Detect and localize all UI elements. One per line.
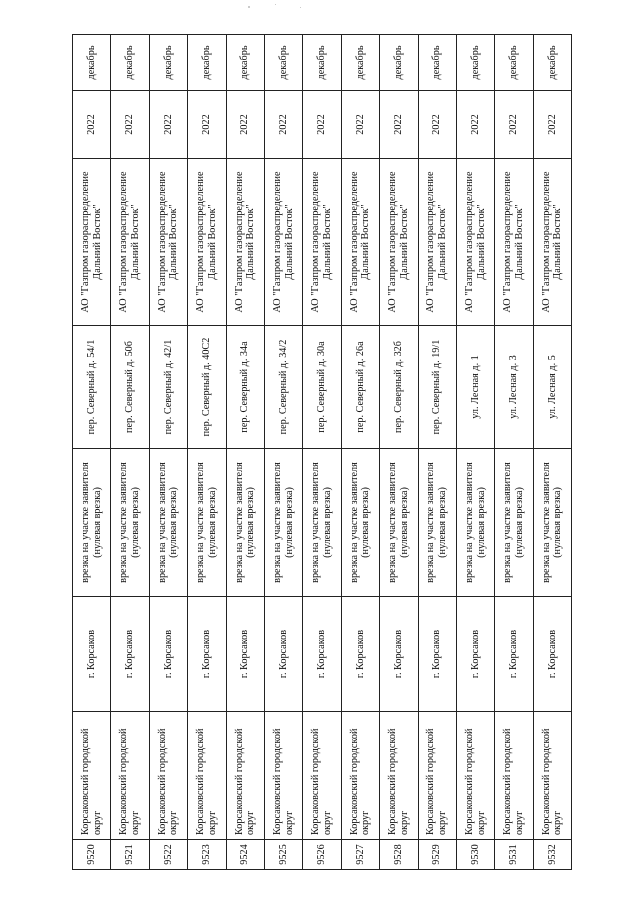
- year-cell: 2022: [226, 91, 264, 159]
- year-cell: 2022: [533, 91, 571, 159]
- organization-cell: АО "Газпром газораспределение Дальний Восток": [264, 159, 302, 326]
- work-type-cell: врезка на участке заявителя (нулевая врезка): [533, 449, 571, 597]
- table-row: [380, 35, 418, 870]
- organization-cell: АО "Газпром газораспределение Дальний Восток": [456, 159, 494, 326]
- month-cell: декабрь: [380, 35, 418, 91]
- row-number: 9525: [264, 840, 302, 870]
- table-row: [188, 35, 226, 870]
- work-type-cell: врезка на участке заявителя (нулевая врезка): [226, 449, 264, 597]
- work-type-cell: врезка на участке заявителя (нулевая врезка): [456, 449, 494, 597]
- table-row: [264, 35, 302, 870]
- address-cell: пер. Северный д. 34а: [226, 326, 264, 449]
- settlement-cell: г. Корсаков: [456, 597, 494, 712]
- address-cell: пер. Северный д. 32б: [380, 326, 418, 449]
- address-cell: ул. Лесная д. 1: [456, 326, 494, 449]
- municipality-cell: Корсаковский городской округ: [495, 712, 533, 840]
- organization-cell: АО "Газпром газораспределение Дальний Восток": [533, 159, 571, 326]
- municipality-cell: Корсаковский городской округ: [226, 712, 264, 840]
- settlement-cell: г. Корсаков: [495, 597, 533, 712]
- year-cell: 2022: [418, 91, 456, 159]
- row-number: 9529: [418, 840, 456, 870]
- row-number: 9522: [149, 840, 187, 870]
- row-number: 9528: [380, 840, 418, 870]
- month-cell: декабрь: [264, 35, 302, 91]
- organization-cell: АО "Газпром газораспределение Дальний Восток": [73, 159, 111, 326]
- table-row: [533, 35, 571, 870]
- year-cell: 2022: [495, 91, 533, 159]
- municipality-cell: Корсаковский городской округ: [533, 712, 571, 840]
- municipality-cell: Корсаковский городской округ: [73, 712, 111, 840]
- settlement-cell: г. Корсаков: [533, 597, 571, 712]
- work-type-cell: врезка на участке заявителя (нулевая врезка): [495, 449, 533, 597]
- table-row: [418, 35, 456, 870]
- month-cell: декабрь: [456, 35, 494, 91]
- year-cell: 2022: [111, 91, 149, 159]
- address-cell: пер. Северный д. 50б: [111, 326, 149, 449]
- settlement-cell: г. Корсаков: [418, 597, 456, 712]
- settlement-cell: г. Корсаков: [341, 597, 379, 712]
- organization-cell: АО "Газпром газораспределение Дальний Восток": [341, 159, 379, 326]
- row-number: 9531: [495, 840, 533, 870]
- organization-cell: АО "Газпром газораспределение Дальний Восток": [418, 159, 456, 326]
- year-cell: 2022: [264, 91, 302, 159]
- municipality-cell: Корсаковский городской округ: [149, 712, 187, 840]
- table-row: [111, 35, 149, 870]
- organization-cell: АО "Газпром газораспределение Дальний Восток": [380, 159, 418, 326]
- settlement-cell: г. Корсаков: [149, 597, 187, 712]
- work-type-cell: врезка на участке заявителя (нулевая врезка): [188, 449, 226, 597]
- year-cell: 2022: [303, 91, 341, 159]
- row-number: 9524: [226, 840, 264, 870]
- row-number: 9523: [188, 840, 226, 870]
- settlement-cell: г. Корсаков: [303, 597, 341, 712]
- year-cell: 2022: [380, 91, 418, 159]
- address-cell: ул. Лесная д. 5: [533, 326, 571, 449]
- organization-cell: АО "Газпром газораспределение Дальний Восток": [188, 159, 226, 326]
- work-type-cell: врезка на участке заявителя (нулевая врезка): [418, 449, 456, 597]
- month-cell: декабрь: [149, 35, 187, 91]
- table-row: [303, 35, 341, 870]
- month-cell: декабрь: [111, 35, 149, 91]
- table-row: [226, 35, 264, 870]
- address-cell: пер. Северный д. 30а: [303, 326, 341, 449]
- settlement-cell: г. Корсаков: [226, 597, 264, 712]
- municipality-cell: Корсаковский городской округ: [456, 712, 494, 840]
- municipality-cell: Корсаковский городской округ: [418, 712, 456, 840]
- municipality-cell: Корсаковский городской округ: [303, 712, 341, 840]
- municipality-cell: Корсаковский городской округ: [341, 712, 379, 840]
- address-cell: ул. Лесная д. 3: [495, 326, 533, 449]
- organization-cell: АО "Газпром газораспределение Дальний Восток": [495, 159, 533, 326]
- row-number: 9530: [456, 840, 494, 870]
- address-cell: пер. Северный д. 34/2: [264, 326, 302, 449]
- row-number: 9520: [73, 840, 111, 870]
- table-row: [73, 35, 111, 870]
- year-cell: 2022: [149, 91, 187, 159]
- table-row: [341, 35, 379, 870]
- month-cell: декабрь: [188, 35, 226, 91]
- settlement-cell: г. Корсаков: [111, 597, 149, 712]
- row-number: 9527: [341, 840, 379, 870]
- municipality-cell: Корсаковский городской округ: [188, 712, 226, 840]
- work-type-cell: врезка на участке заявителя (нулевая врезка): [111, 449, 149, 597]
- settlement-cell: г. Корсаков: [380, 597, 418, 712]
- work-type-cell: врезка на участке заявителя (нулевая врезка): [380, 449, 418, 597]
- address-cell: пер. Северный д. 42/1: [149, 326, 187, 449]
- month-cell: декабрь: [226, 35, 264, 91]
- row-number: 9521: [111, 840, 149, 870]
- organization-cell: АО "Газпром газораспределение Дальний Восток": [111, 159, 149, 326]
- organization-cell: АО "Газпром газораспределение Дальний Восток": [303, 159, 341, 326]
- work-type-cell: врезка на участке заявителя (нулевая врезка): [73, 449, 111, 597]
- month-cell: декабрь: [418, 35, 456, 91]
- table-body: [73, 35, 572, 870]
- year-cell: 2022: [456, 91, 494, 159]
- municipality-cell: Корсаковский городской округ: [380, 712, 418, 840]
- address-cell: пер. Северный д. 26а: [341, 326, 379, 449]
- settlement-cell: г. Корсаков: [188, 597, 226, 712]
- work-type-cell: врезка на участке заявителя (нулевая врезка): [303, 449, 341, 597]
- gas-connection-table: [72, 34, 572, 870]
- month-cell: декабрь: [495, 35, 533, 91]
- settlement-cell: г. Корсаков: [73, 597, 111, 712]
- month-cell: декабрь: [303, 35, 341, 91]
- table-row: [495, 35, 533, 870]
- table-row: [149, 35, 187, 870]
- work-type-cell: врезка на участке заявителя (нулевая врезка): [264, 449, 302, 597]
- year-cell: 2022: [73, 91, 111, 159]
- year-cell: 2022: [188, 91, 226, 159]
- address-cell: пер. Северный д. 19/1: [418, 326, 456, 449]
- row-number: 9532: [533, 840, 571, 870]
- month-cell: декабрь: [533, 35, 571, 91]
- municipality-cell: Корсаковский городской округ: [111, 712, 149, 840]
- settlement-cell: г. Корсаков: [264, 597, 302, 712]
- work-type-cell: врезка на участке заявителя (нулевая врезка): [341, 449, 379, 597]
- row-number: 9526: [303, 840, 341, 870]
- address-cell: пер. Северный д. 54/1: [73, 326, 111, 449]
- organization-cell: АО "Газпром газораспределение Дальний Восток": [226, 159, 264, 326]
- month-cell: декабрь: [341, 35, 379, 91]
- work-type-cell: врезка на участке заявителя (нулевая врезка): [149, 449, 187, 597]
- municipality-cell: Корсаковский городской округ: [264, 712, 302, 840]
- year-cell: 2022: [341, 91, 379, 159]
- table-row: [456, 35, 494, 870]
- month-cell: декабрь: [73, 35, 111, 91]
- address-cell: пер. Северный д. 40С2: [188, 326, 226, 449]
- organization-cell: АО "Газпром газораспределение Дальний Восток": [149, 159, 187, 326]
